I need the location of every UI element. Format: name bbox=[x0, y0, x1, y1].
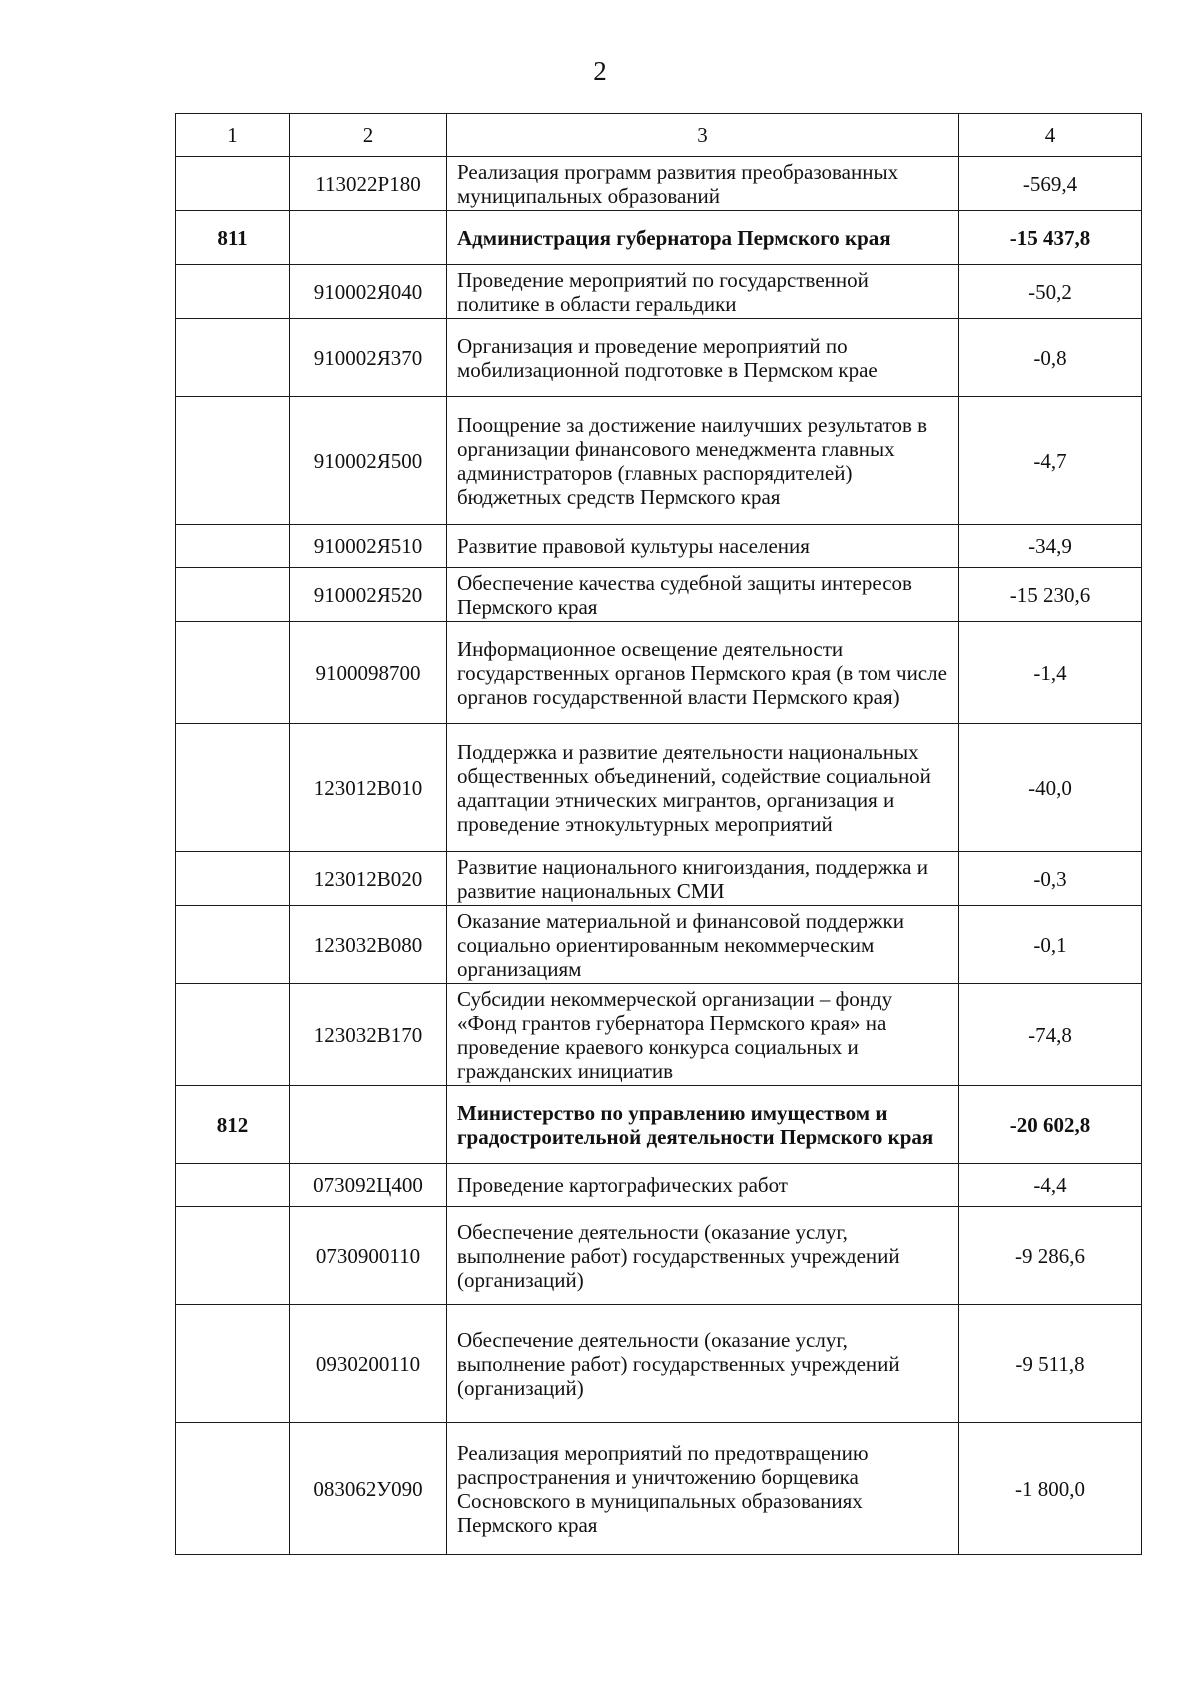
header-row bbox=[176, 114, 1142, 157]
page-number: 2 bbox=[593, 56, 607, 86]
table-row bbox=[176, 984, 1142, 1086]
target-article-cell bbox=[290, 211, 447, 265]
amount-cell: -1 800,0 bbox=[959, 1423, 1142, 1555]
amount-cell: -569,4 bbox=[959, 157, 1142, 211]
amount-cell: -40,0 bbox=[959, 724, 1142, 852]
department-code-cell bbox=[176, 622, 290, 724]
department-code-cell: 811 bbox=[176, 211, 290, 265]
amount-cell: -20 602,8 bbox=[959, 1086, 1142, 1164]
department-code-cell bbox=[176, 852, 290, 906]
description-cell: Развитие национального книгоиздания, поддержка и развитие национальных СМИ bbox=[447, 852, 959, 906]
target-article-cell: 0930200110 bbox=[290, 1305, 447, 1423]
department-code-cell bbox=[176, 265, 290, 319]
target-article-cell: 910002Я040 bbox=[290, 265, 447, 319]
department-code-cell bbox=[176, 906, 290, 984]
table-row bbox=[176, 319, 1142, 397]
target-article-cell: 9100098700 bbox=[290, 622, 447, 724]
table-row bbox=[176, 211, 1142, 265]
department-code-cell: 812 bbox=[176, 1086, 290, 1164]
description-cell: Реализация мероприятий по предотвращению распространения и уничтожению борщевика Сосновского в муниципальных образованиях Пермского края bbox=[447, 1423, 959, 1555]
target-article-cell: 910002Я520 bbox=[290, 568, 447, 622]
department-code-cell bbox=[176, 568, 290, 622]
target-article-cell bbox=[290, 1086, 447, 1164]
header-col-4: 4 bbox=[959, 114, 1142, 157]
description-cell: Администрация губернатора Пермского края bbox=[447, 211, 959, 265]
budget-table bbox=[175, 113, 1142, 1555]
target-article-cell: 910002Я500 bbox=[290, 397, 447, 525]
description-cell: Реализация программ развития преобразованных муниципальных образований bbox=[447, 157, 959, 211]
header-col-1: 1 bbox=[176, 114, 290, 157]
description-cell: Обеспечение деятельности (оказание услуг, выполнение работ) государственных учреждений (организаций) bbox=[447, 1207, 959, 1305]
department-code-cell bbox=[176, 525, 290, 568]
table-row bbox=[176, 622, 1142, 724]
amount-cell: -4,7 bbox=[959, 397, 1142, 525]
description-cell: Субсидии некоммерческой организации – фонду «Фонд грантов губернатора Пермского края» на проведение краевого конкурса социальных и гражданских инициатив bbox=[447, 984, 959, 1086]
department-code-cell bbox=[176, 724, 290, 852]
description-cell: Обеспечение качества судебной защиты интересов Пермского края bbox=[447, 568, 959, 622]
amount-cell: -15 437,8 bbox=[959, 211, 1142, 265]
header-col-3: 3 bbox=[447, 114, 959, 157]
description-cell: Обеспечение деятельности (оказание услуг, выполнение работ) государственных учреждений (организаций) bbox=[447, 1305, 959, 1423]
target-article-cell: 123032B080 bbox=[290, 906, 447, 984]
amount-cell: -0,8 bbox=[959, 319, 1142, 397]
description-cell: Оказание материальной и финансовой поддержки социально ориентированным некоммерческим организациям bbox=[447, 906, 959, 984]
amount-cell: -34,9 bbox=[959, 525, 1142, 568]
description-cell: Поддержка и развитие деятельности национальных общественных объединений, содействие социальной адаптации этнических мигрантов, организация и проведение этнокультурных мероприятий bbox=[447, 724, 959, 852]
department-code-cell bbox=[176, 1207, 290, 1305]
description-cell: Министерство по управлению имуществом и градостроительной деятельности Пермского края bbox=[447, 1086, 959, 1164]
target-article-cell: 0730900110 bbox=[290, 1207, 447, 1305]
amount-cell: -4,4 bbox=[959, 1164, 1142, 1207]
table-row bbox=[176, 265, 1142, 319]
department-code-cell bbox=[176, 319, 290, 397]
table-row bbox=[176, 568, 1142, 622]
amount-cell: -50,2 bbox=[959, 265, 1142, 319]
department-code-cell bbox=[176, 1423, 290, 1555]
table-row bbox=[176, 1164, 1142, 1207]
amount-cell: -1,4 bbox=[959, 622, 1142, 724]
table-row bbox=[176, 724, 1142, 852]
amount-cell: -0,3 bbox=[959, 852, 1142, 906]
target-article-cell: 910002Я370 bbox=[290, 319, 447, 397]
table-row bbox=[176, 1207, 1142, 1305]
description-cell: Организация и проведение мероприятий по мобилизационной подготовке в Пермском крае bbox=[447, 319, 959, 397]
description-cell: Развитие правовой культуры населения bbox=[447, 525, 959, 568]
department-code-cell bbox=[176, 1305, 290, 1423]
description-cell: Проведение картографических работ bbox=[447, 1164, 959, 1207]
amount-cell: -9 286,6 bbox=[959, 1207, 1142, 1305]
table-row bbox=[176, 157, 1142, 211]
amount-cell: -15 230,6 bbox=[959, 568, 1142, 622]
description-cell: Информационное освещение деятельности государственных органов Пермского края (в том числе органов государственной власти Пермского края) bbox=[447, 622, 959, 724]
table-row bbox=[176, 906, 1142, 984]
target-article-cell: 123012B020 bbox=[290, 852, 447, 906]
description-cell: Проведение мероприятий по государственной политике в области геральдики bbox=[447, 265, 959, 319]
description-cell: Поощрение за достижение наилучших результатов в организации финансового менеджмента главных администраторов (главных распорядителей) бюджетных средств Пермского края bbox=[447, 397, 959, 525]
table-row bbox=[176, 1423, 1142, 1555]
department-code-cell bbox=[176, 984, 290, 1086]
target-article-cell: 113022P180 bbox=[290, 157, 447, 211]
target-article-cell: 123032B170 bbox=[290, 984, 447, 1086]
target-article-cell: 123012B010 bbox=[290, 724, 447, 852]
department-code-cell bbox=[176, 1164, 290, 1207]
table-row bbox=[176, 1305, 1142, 1423]
amount-cell: -9 511,8 bbox=[959, 1305, 1142, 1423]
table-row bbox=[176, 852, 1142, 906]
target-article-cell: 910002Я510 bbox=[290, 525, 447, 568]
amount-cell: -74,8 bbox=[959, 984, 1142, 1086]
table-row bbox=[176, 1086, 1142, 1164]
header-col-2: 2 bbox=[290, 114, 447, 157]
department-code-cell bbox=[176, 157, 290, 211]
table-row bbox=[176, 397, 1142, 525]
target-article-cell: 083062У090 bbox=[290, 1423, 447, 1555]
department-code-cell bbox=[176, 397, 290, 525]
table-row bbox=[176, 525, 1142, 568]
amount-cell: -0,1 bbox=[959, 906, 1142, 984]
target-article-cell: 073092Ц400 bbox=[290, 1164, 447, 1207]
